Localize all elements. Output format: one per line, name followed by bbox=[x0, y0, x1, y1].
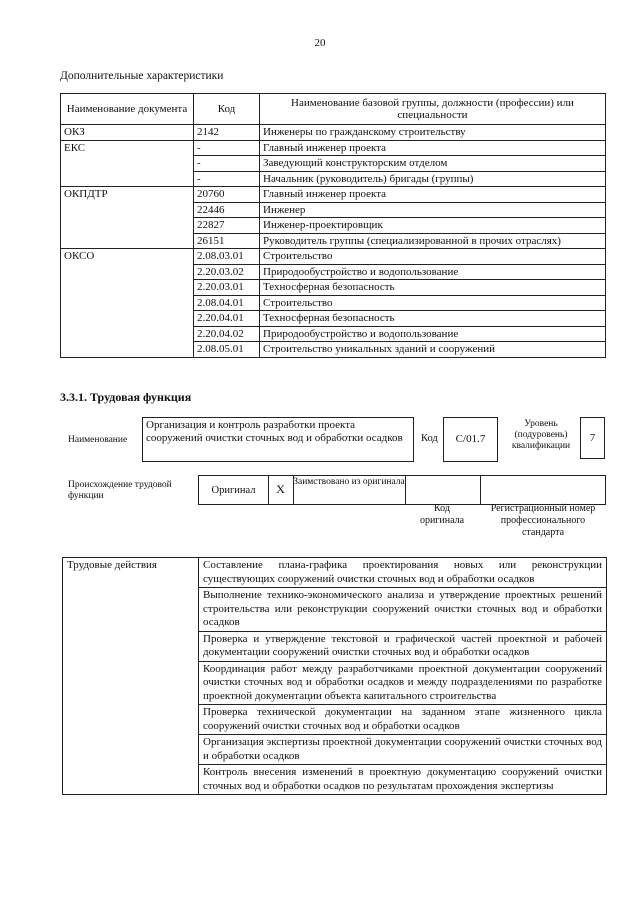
table-row bbox=[61, 264, 606, 280]
cell-document: ОКСО bbox=[61, 249, 194, 265]
cell-code: - bbox=[194, 156, 260, 172]
cell-document bbox=[61, 264, 194, 280]
table-row bbox=[61, 233, 606, 249]
cell-document bbox=[61, 280, 194, 296]
cell-document bbox=[61, 156, 194, 172]
cell-code: 2.08.03.01 bbox=[194, 249, 260, 265]
table-row bbox=[61, 156, 606, 172]
labor-action-item: Выполнение технико-экономического анализа и утверждение проектных решений строительства или реконструкции сооружений очистки сточных вод и обработки осадков bbox=[199, 588, 607, 632]
table-row bbox=[61, 187, 606, 203]
header-name: Наименование базовой группы, должности (профессии) или специальности bbox=[260, 94, 606, 125]
cell-name: Строительство уникальных зданий и сооружений bbox=[260, 342, 606, 358]
header-document: Наименование документа bbox=[61, 94, 194, 125]
origin-label: Происхождение трудовой функции bbox=[68, 480, 172, 501]
table-row bbox=[61, 202, 606, 218]
qualification-level-value: 7 bbox=[580, 417, 605, 459]
cell-document bbox=[61, 295, 194, 311]
cell-name: Строительство bbox=[260, 295, 606, 311]
cell-name: Инженер-проектировщик bbox=[260, 218, 606, 234]
cell-code: 2.20.04.02 bbox=[194, 326, 260, 342]
function-code-value: С/01.7 bbox=[443, 417, 498, 462]
labor-actions-table bbox=[62, 557, 607, 795]
origin-divider bbox=[480, 476, 481, 504]
code-original-label: Код оригинала bbox=[419, 503, 465, 526]
cell-document: ОКПДТР bbox=[61, 187, 194, 203]
cell-document bbox=[61, 202, 194, 218]
cell-name: Заведующий конструкторским отделом bbox=[260, 156, 606, 172]
cell-code: 2.20.03.02 bbox=[194, 264, 260, 280]
page-number: 20 bbox=[314, 37, 326, 49]
cell-document bbox=[61, 342, 194, 358]
table-row bbox=[61, 218, 606, 234]
labor-action-item: Составление плана-графика проектирования новых или реконструкции существующих сооружений очистки сточных вод и обработки осадков bbox=[199, 558, 607, 588]
cell-code: 2.20.04.01 bbox=[194, 311, 260, 327]
labor-action-item: Проверка и утверждение текстовой и графической частей проектной и рабочей документации сооружений очистки сточных вод и обработки осадков bbox=[199, 631, 607, 661]
cell-code: 22827 bbox=[194, 218, 260, 234]
additional-characteristics-heading: Дополнительные характеристики bbox=[60, 70, 224, 82]
cell-document bbox=[61, 171, 194, 187]
table-header-row bbox=[61, 94, 606, 125]
table-row bbox=[61, 311, 606, 327]
table-row bbox=[61, 171, 606, 187]
cell-name: Строительство bbox=[260, 249, 606, 265]
cell-document bbox=[61, 233, 194, 249]
cell-name: Инженеры по гражданскому строительству bbox=[260, 125, 606, 141]
labor-action-item: Контроль внесения изменений в проектную документацию сооружений очистки сточных вод и обработки осадков по результатам прохождения экспертизы bbox=[199, 765, 607, 795]
cell-name: Природообустройство и водопользование bbox=[260, 326, 606, 342]
origin-divider bbox=[405, 476, 406, 504]
cell-name: Природообустройство и водопользование bbox=[260, 264, 606, 280]
cell-code: 2142 bbox=[194, 125, 260, 141]
cell-document bbox=[61, 311, 194, 327]
characteristics-table bbox=[60, 93, 606, 358]
cell-code: 2.20.03.01 bbox=[194, 280, 260, 296]
function-name-value: Организация и контроль разработки проекта сооружений очистки сточных вод и обработки осадков bbox=[142, 417, 414, 462]
original-mark: X bbox=[276, 482, 285, 496]
cell-document bbox=[61, 218, 194, 234]
cell-code: 2.08.04.01 bbox=[194, 295, 260, 311]
original-label: Оригинал bbox=[211, 485, 256, 496]
cell-document: ОКЗ bbox=[61, 125, 194, 141]
cell-document bbox=[61, 326, 194, 342]
cell-name: Техносферная безопасность bbox=[260, 311, 606, 327]
cell-name: Главный инженер проекта bbox=[260, 187, 606, 203]
labor-action-item: Организация экспертизы проектной документации сооружений очистки сточных вод и обработки осадков bbox=[199, 735, 607, 765]
labor-actions-label: Трудовые действия bbox=[63, 558, 199, 795]
table-row bbox=[61, 326, 606, 342]
cell-code: - bbox=[194, 140, 260, 156]
cell-document: ЕКС bbox=[61, 140, 194, 156]
cell-name: Начальник (руководитель) бригады (группы) bbox=[260, 171, 606, 187]
labor-action-item: Координация работ между разработчиками проектной документации сооружений очистки сточных вод и обработки осадков и между подразделениями по разработке проектной документации объекта капитального строительства bbox=[199, 661, 607, 705]
table-row bbox=[61, 125, 606, 141]
labor-action-item: Проверка технической документации на заданном этапе жизненного цикла сооружений очистки сточных вод и обработки осадков bbox=[199, 705, 607, 735]
cell-code: - bbox=[194, 171, 260, 187]
table-row bbox=[63, 558, 607, 588]
header-code: Код bbox=[194, 94, 260, 125]
qualification-level-label: Уровень (подуровень) квалификации bbox=[511, 419, 571, 451]
cell-name: Главный инженер проекта bbox=[260, 140, 606, 156]
table-row bbox=[61, 342, 606, 358]
table-row bbox=[61, 295, 606, 311]
borrowed-label: Заимствовано из оригинала bbox=[293, 477, 405, 487]
name-label: Наименование bbox=[68, 435, 128, 445]
reg-number-label: Регистрационный номер профессионального стандарта bbox=[490, 503, 596, 538]
labor-function-heading: 3.3.1. Трудовая функция bbox=[60, 390, 192, 404]
code-label: Код bbox=[421, 433, 438, 444]
cell-name: Инженер bbox=[260, 202, 606, 218]
table-row bbox=[61, 280, 606, 296]
cell-name: Техносферная безопасность bbox=[260, 280, 606, 296]
cell-name: Руководитель группы (специализированной в прочих отраслях) bbox=[260, 233, 606, 249]
origin-row bbox=[198, 475, 606, 505]
cell-code: 2.08.05.01 bbox=[194, 342, 260, 358]
table-row bbox=[61, 140, 606, 156]
cell-code: 22446 bbox=[194, 202, 260, 218]
cell-code: 26151 bbox=[194, 233, 260, 249]
cell-code: 20760 bbox=[194, 187, 260, 203]
table-row bbox=[61, 249, 606, 265]
